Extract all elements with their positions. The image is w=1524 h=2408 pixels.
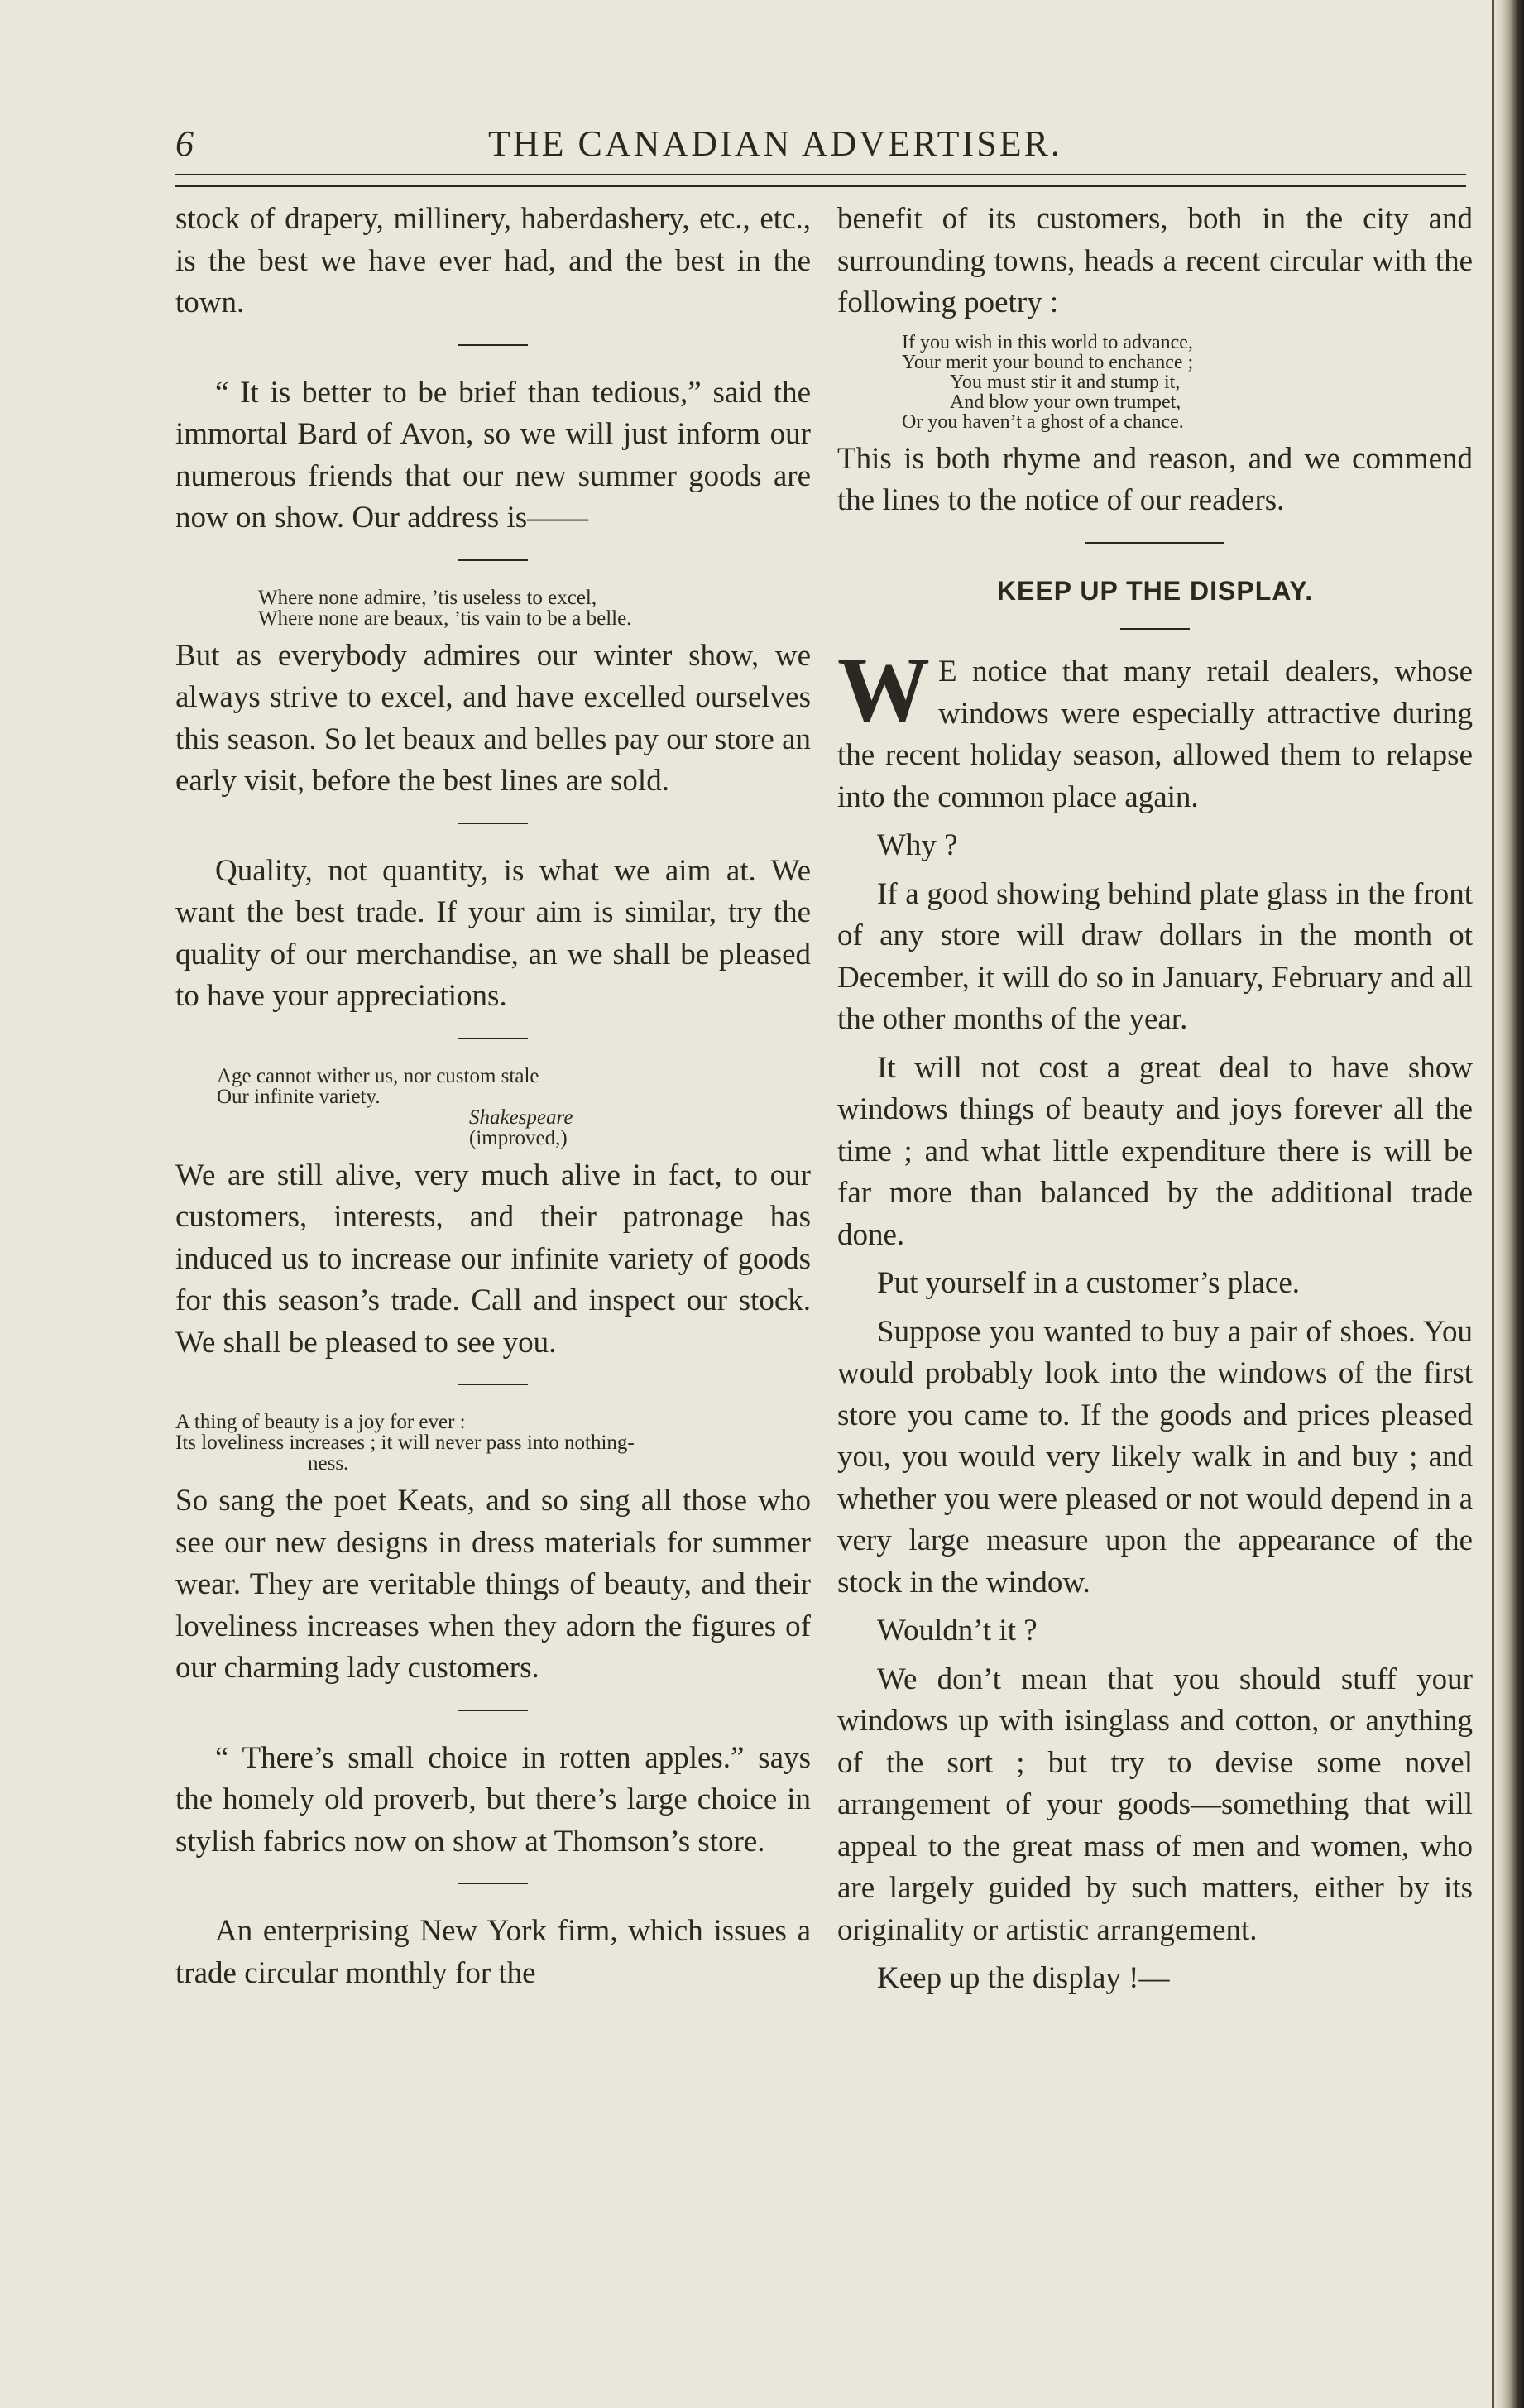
verse-line: If you wish in this world to advance, xyxy=(902,331,1193,353)
paragraph-text: E notice that many retail dealers, whose windows were especially attractive during the recent holiday season, allowed them to relapse into the common place again. xyxy=(837,655,1473,814)
header-rule-bottom xyxy=(175,185,1466,187)
header-rule-top xyxy=(175,174,1466,175)
page-edge xyxy=(1493,0,1524,2408)
paragraph: If a good showing behind plate glass in the front of any store will draw dollars in the month ot December, it will do so in January, February and all the other months of the year. xyxy=(837,876,1473,1036)
section-divider xyxy=(458,344,528,346)
verse-quote xyxy=(837,333,1473,432)
verse-line: ness. xyxy=(308,1452,349,1475)
verse-line: Age cannot wither us, nor custom stale xyxy=(217,1064,539,1087)
verse-line: You must stir it and stump it, xyxy=(950,371,1181,393)
verse-line: Where none admire, ’tis useless to excel, xyxy=(258,586,597,609)
left-column xyxy=(175,199,811,2226)
paragraph: Wouldn’t it ? xyxy=(877,1614,1038,1648)
verse-line: Where none are beaux, ’tis vain to be a belle. xyxy=(258,607,632,630)
page-header xyxy=(175,122,1466,169)
paragraph: Put yourself in a customer’s place. xyxy=(877,1266,1301,1300)
verse-line: Its loveliness increases ; it will never pass into nothing- xyxy=(175,1432,635,1454)
paragraph: We are still alive, very much alive in fact, to our customers, interests, and their patronage has induced us to increase our infinite variety of goods for this season’s trade. Call and inspect our stock. We shall be pleased to see you. xyxy=(175,1158,811,1360)
paragraph: Suppose you wanted to buy a pair of shoes. You would probably look into the windows of the first store you came to. If the goods and prices pleased you, you would very likely walk in and buy ; and whether you were pleased or not would depend in a very large measure upon the appearance of the stock in the window. xyxy=(837,1314,1473,1600)
paragraph: Quality, not quantity, is what we aim at. We want the best trade. If your aim is similar, try the quality of our merchandise, an we shall be pleased to have your appreciations. xyxy=(175,853,811,1013)
section-divider xyxy=(458,823,528,824)
section-divider xyxy=(458,1384,528,1385)
binding-edge xyxy=(1492,0,1494,2408)
verse-line: Our infinite variety. xyxy=(217,1085,381,1108)
section-divider xyxy=(458,1710,528,1711)
section-divider xyxy=(1120,628,1190,630)
right-column xyxy=(837,199,1473,2226)
paragraph: This is both rhyme and reason, and we commend the lines to the notice of our readers. xyxy=(837,441,1473,517)
paragraph: So sang the poet Keats, and so sing all those who see our new designs in dress materials for summer wear. They are veritable things of beauty, and their loveliness increases when they adorn the figures of our charming lady customers. xyxy=(175,1484,811,1685)
verse-attribution xyxy=(217,1107,811,1149)
paragraph: It will not cost a great deal to have show windows things of beauty and joys forever all the time ; and what little expenditure there is will be far more than balanced by the additional trade done. xyxy=(837,1050,1473,1252)
paragraph: An enterprising New York firm, which issues a trade circular monthly for the xyxy=(175,1914,811,1990)
verse-line: And blow your own trumpet, xyxy=(950,391,1181,413)
paragraph: Why ? xyxy=(877,828,958,862)
section-divider xyxy=(458,1883,528,1884)
verse-quote xyxy=(175,1412,811,1474)
paragraph: benefit of its customers, both in the city and surrounding towns, heads a recent circular with the following poetry : xyxy=(837,202,1473,319)
paragraph: stock of drapery, millinery, haberdashery, etc., etc., is the best we have ever had, and the best in the town. xyxy=(175,202,811,319)
paragraph xyxy=(837,639,1473,818)
verse-author: Shakespeare xyxy=(469,1106,573,1129)
section-heading: KEEP UP THE DISPLAY. xyxy=(996,575,1314,606)
paragraph: Keep up the display !— xyxy=(877,1961,1170,1995)
paragraph: “ It is better to be brief than tedious,” said the immortal Bard of Avon, so we will just inform our numerous friends that our new summer goods are now on show. Our address is—— xyxy=(175,375,811,535)
verse-line: Your merit your bound to enchance ; xyxy=(902,351,1194,373)
paragraph: We don’t mean that you should stuff your windows up with isinglass and cotton, or anything of the sort ; but try to devise some novel arrangement of your goods—something that will appeal to the great mass of men and women, who are largely guided by such matters, either by its originality or artistic arrangement. xyxy=(837,1662,1473,1947)
running-title: THE CANADIAN ADVERTISER. xyxy=(488,123,1062,164)
verse-note: (improved,) xyxy=(469,1126,568,1149)
verse-line: Or you haven’t a ghost of a chance. xyxy=(902,410,1184,433)
verse-line: A thing of beauty is a joy for ever : xyxy=(175,1411,466,1433)
verse-quote xyxy=(175,1066,811,1149)
paragraph: But as everybody admires our winter show, we always strive to excel, and have excelled ourselves this season. So let beaux and belles pay our store an early visit, before the best lines are sold. xyxy=(175,638,811,798)
section-divider xyxy=(458,1038,528,1039)
drop-cap: W xyxy=(837,639,930,741)
verse-quote xyxy=(175,588,811,629)
paragraph: “ There’s small choice in rotten apples.” says the homely old proverb, but there’s large choice in stylish fabrics now on show at Thomson’s store. xyxy=(175,1740,811,1859)
section-divider xyxy=(1085,542,1224,544)
section-divider xyxy=(458,559,528,561)
page-number: 6 xyxy=(175,123,194,164)
